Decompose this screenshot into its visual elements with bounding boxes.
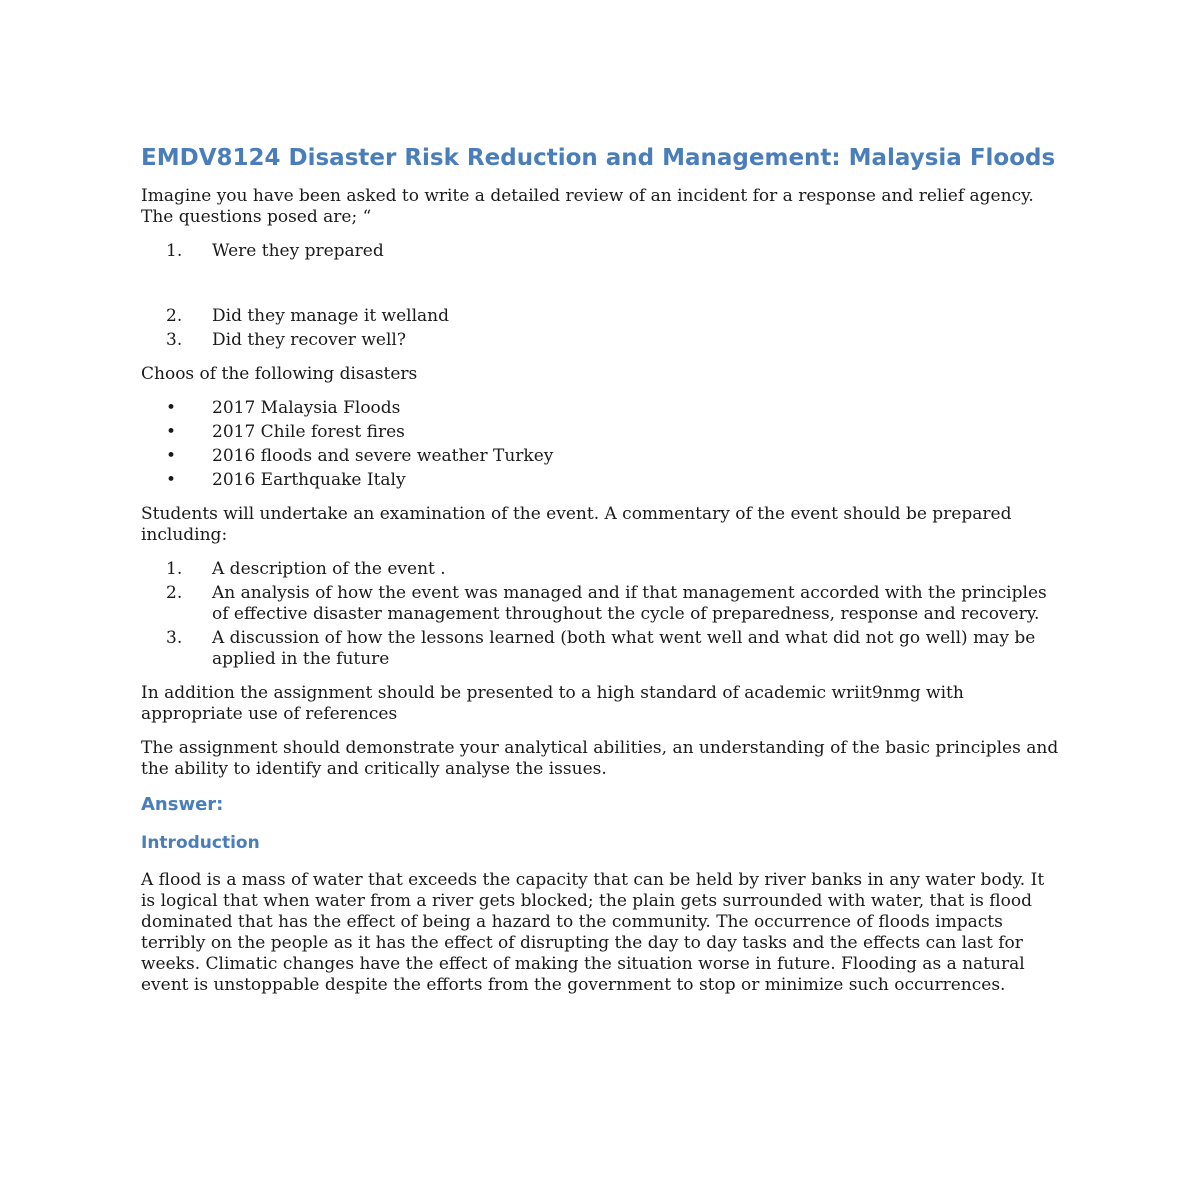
list-item bbox=[141, 241, 1061, 262]
choose-paragraph: Choos of the following disasters bbox=[141, 364, 418, 384]
disasters-list bbox=[141, 398, 1061, 491]
list-item-text: Did they manage it welland bbox=[212, 306, 450, 326]
list-item-text: 2017 Chile forest fires bbox=[212, 422, 405, 442]
bullet-icon: • bbox=[166, 422, 177, 442]
list-number: 3. bbox=[166, 330, 183, 350]
list-item-text: Were they prepared bbox=[212, 241, 384, 261]
list-number: 3. bbox=[166, 628, 183, 648]
bullet-icon: • bbox=[166, 446, 177, 466]
answer-heading: Answer: bbox=[141, 794, 224, 815]
list-item bbox=[141, 306, 1061, 327]
list-number: 1. bbox=[166, 559, 183, 579]
list-number: 2. bbox=[166, 306, 183, 326]
bullet-icon: • bbox=[166, 398, 177, 418]
list-item bbox=[141, 559, 1061, 580]
list-number: 1. bbox=[166, 241, 183, 261]
list-item bbox=[141, 628, 1061, 670]
list-item-text: 2016 floods and severe weather Turkey bbox=[212, 446, 554, 466]
addition-paragraph: In addition the assignment should be presented to a high standard of academic wriit9nmg with appropriate use of references bbox=[141, 683, 964, 724]
task-intro-paragraph: Students will undertake an examination of the event. A commentary of the event should be prepared including: bbox=[141, 504, 1012, 545]
intro-paragraph: Imagine you have been asked to write a detailed review of an incident for a response and relief agency. The questions posed are; “ bbox=[141, 186, 1034, 227]
list-item-text: Did they recover well? bbox=[212, 330, 406, 350]
list-item bbox=[141, 446, 1061, 467]
list-item-text: 2017 Malaysia Floods bbox=[212, 398, 401, 418]
tasks-list bbox=[141, 559, 1061, 670]
questions-list bbox=[141, 241, 1061, 351]
list-item-text: An analysis of how the event was managed and if that management accorded with the principles of effective disaster management throughout the cycle of preparedness, response and recovery. bbox=[212, 583, 1047, 624]
list-item bbox=[141, 398, 1061, 419]
demonstrate-paragraph: The assignment should demonstrate your analytical abilities, an understanding of the basic principles and the ability to identify and critically analyse the issues. bbox=[141, 738, 1059, 779]
list-item bbox=[141, 583, 1061, 625]
introduction-heading: Introduction bbox=[141, 833, 260, 853]
document-page bbox=[141, 143, 1061, 1009]
list-item-text: A description of the event . bbox=[212, 559, 446, 579]
list-item-text: A discussion of how the lessons learned (both what went well and what did not go well) may be applied in the future bbox=[212, 628, 1036, 669]
bullet-icon: • bbox=[166, 470, 177, 490]
list-number: 2. bbox=[166, 583, 183, 603]
document-title: EMDV8124 Disaster Risk Reduction and Management: Malaysia Floods bbox=[141, 145, 1056, 171]
list-item bbox=[141, 422, 1061, 443]
list-item bbox=[141, 330, 1061, 351]
introduction-body: A flood is a mass of water that exceeds the capacity that can be held by river banks in any water body. It is logical that when water from a river gets blocked; the plain gets surrounded with water, that is flood dominated that has the effect of being a hazard to the community. The occurrence of floods impacts terribly on the people as it has the effect of disrupting the day to day tasks and the effects can last for weeks. Climatic changes have the effect of making the situation worse in future. Flooding as a natural event is unstoppable despite the efforts from the government to stop or minimize such occurrences. bbox=[141, 870, 1045, 995]
list-item-text: 2016 Earthquake Italy bbox=[212, 470, 406, 490]
list-item bbox=[141, 470, 1061, 491]
